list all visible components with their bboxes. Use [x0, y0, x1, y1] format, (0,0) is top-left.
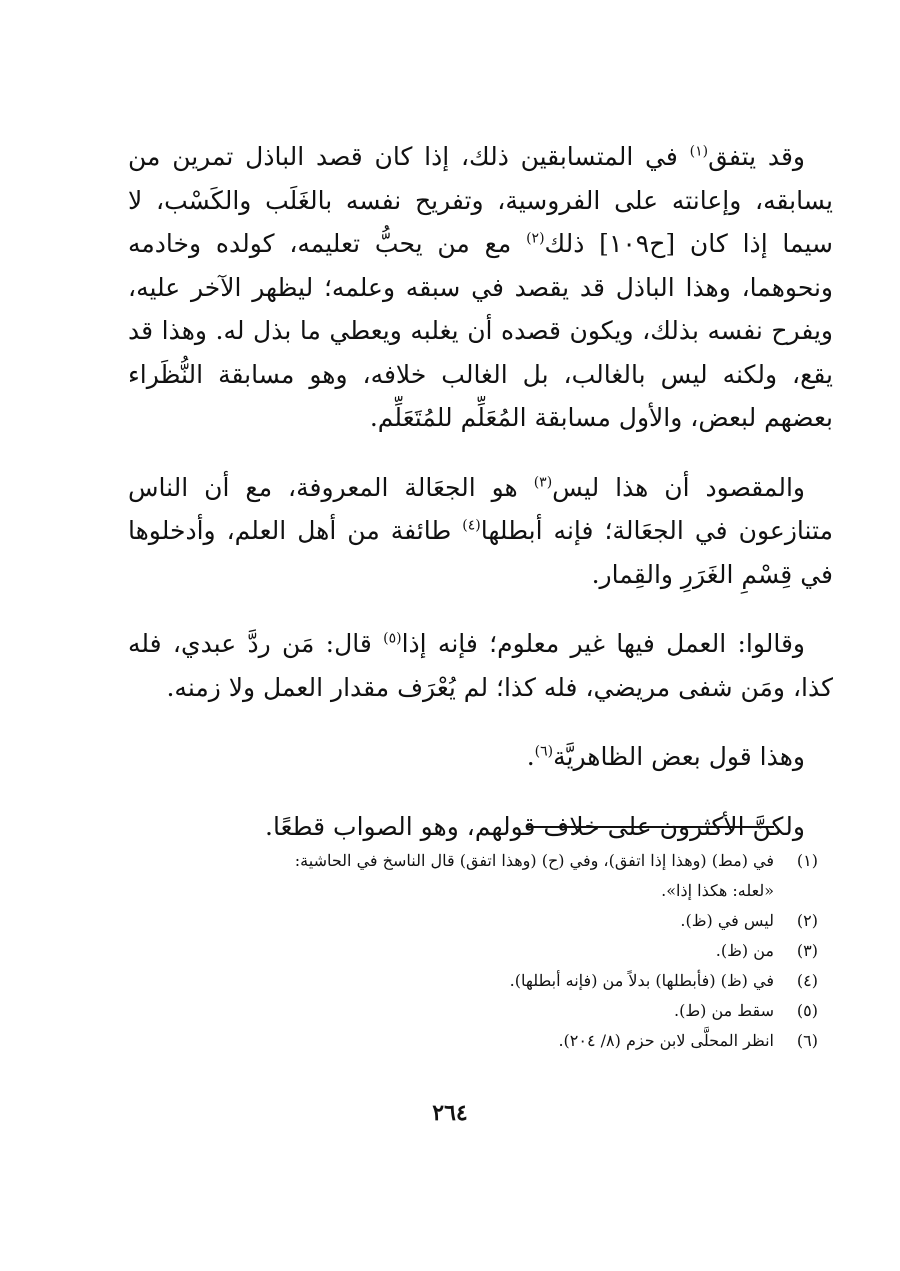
text-line: في قِسْمِ الغَرَرِ والقِمار.: [591, 559, 833, 589]
footnote-text: في (مط) (وهذا إذا اتفق)، وفي (ح) (وهذا اتفق) قال الناسخ في الحاشية: «لعله: هكذا إذا».: [294, 851, 774, 900]
text-line: ويفرح نفسه بذلك، ويكون قصده أن يغلبه ويعطي ما بذل له. وهذا قد: [128, 316, 833, 345]
footnote-number: (٢): [796, 911, 818, 930]
footnote-text: من (ظ).: [715, 941, 774, 960]
text-line: متنازعون في الجعَالة؛ فإنه أبطلها$^{(٤)}$ طائفة من أهل العلم، وأدخلوها: [128, 516, 833, 545]
footnote-text: سقط من (ط).: [674, 1001, 774, 1020]
footnote-item: [128, 936, 818, 966]
footnote-ref[interactable]: (٣): [533, 474, 553, 491]
paragraph: [128, 622, 833, 709]
footnote-item: [128, 966, 818, 996]
footnote-number: (٣): [796, 941, 818, 960]
footnote-ref[interactable]: (٤): [462, 517, 481, 534]
footnote-number: (١): [796, 851, 818, 870]
text-line: يقع، ولكنه ليس بالغالب، بل الغالب خلافه، وهو مسابقة النُّظَراء: [128, 359, 833, 389]
text-line: وقد يتفق$^{(١)}$ في المتسابقين ذلك، إذا كان قصد الباذل تمرين من: [128, 142, 805, 171]
text-line: وقالوا: العمل فيها غير معلوم؛ فإنه إذا$^{(٥)}$ قال: مَن ردَّ عبدي، فله: [128, 629, 805, 658]
footnote-number: (٤): [796, 971, 818, 990]
footnote-item: [128, 1026, 818, 1056]
footnote-number: (٥): [796, 1001, 818, 1020]
page-number: ٢٦٤: [432, 1100, 468, 1126]
footnote-ref[interactable]: (٦): [534, 743, 554, 760]
footnote-divider: [528, 826, 774, 828]
text-line: كذا، ومَن شفى مريضي، فله كذا؛ لم يُعْرَف مقدار العمل ولا زمنه.: [166, 672, 833, 702]
paragraph: [128, 466, 833, 597]
footnote-item: [128, 996, 818, 1026]
text-line: ولكنَّ الأكثرون على خلاف قولهم، وهو الصواب قطعًا.: [265, 811, 805, 841]
text-line: يسابقه، وإعانته على الفروسية، وتفريح نفسه بالغَلَب والكَسْب، لا: [128, 185, 833, 215]
text-line: والمقصود أن هذا ليس$^{(٣)}$ هو الجعَالة المعروفة، مع أن الناس: [128, 472, 805, 502]
footnote-ref[interactable]: (١): [689, 143, 709, 160]
paragraph: [128, 135, 833, 440]
footnote-number: (٦): [796, 1031, 818, 1050]
main-text: [128, 135, 833, 870]
footnote-text: انظر المحلَّى لابن حزم (٨/ ٢٠٤).: [558, 1031, 774, 1050]
text-line: ونحوهما، وهذا الباذل قد يقصد في سبقه وعلمه؛ ليظهر الآخر عليه،: [128, 272, 833, 302]
footnote-ref[interactable]: (٢): [526, 230, 545, 247]
footnote-ref[interactable]: (٥): [383, 630, 402, 647]
text-line: وهذا قول بعض الظاهريَّة$^{(٦)}$.: [526, 742, 805, 771]
text-line: سيما إذا كان [ح١٠٩] ذلك$^{(٢)}$ مع من يحبُّ تعليمه، كولده وخادمه: [128, 229, 833, 258]
text-line: بعضهم لبعض، والأول مسابقة المُعَلِّم للمُتَعَلِّم.: [369, 403, 833, 432]
footnote-text: ليس في (ظ).: [680, 911, 774, 930]
footnotes: [128, 846, 818, 1056]
footnote-item: [128, 846, 818, 906]
footnote-item: [128, 906, 818, 936]
paragraph: [128, 735, 833, 779]
footnote-text: في (ظ) (فأبطلها) بدلاً من (فإنه أبطلها).: [509, 971, 774, 990]
